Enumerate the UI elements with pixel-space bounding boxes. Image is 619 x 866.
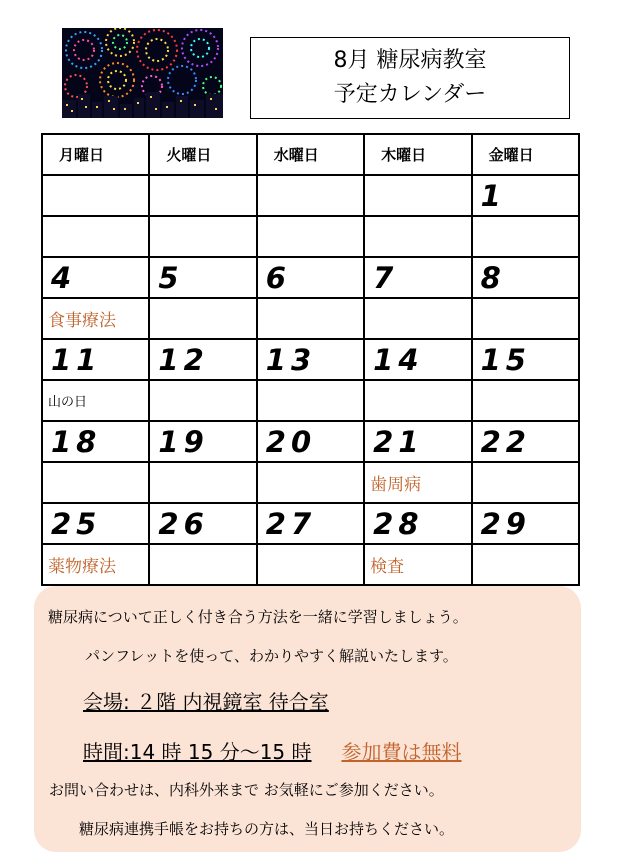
note-cell: [257, 216, 364, 257]
date-cell: 15: [472, 339, 579, 380]
date-cell: 28: [364, 503, 471, 544]
date-cell: 20: [257, 421, 364, 462]
note-cell: [472, 462, 579, 503]
info-panel: [34, 586, 581, 852]
date-cell: 26: [149, 503, 256, 544]
note-row: [42, 544, 579, 585]
date-cell: [257, 175, 364, 216]
weekday-monday: 月曜日: [42, 134, 149, 175]
note-cell: [472, 298, 579, 339]
date-cell: 25: [42, 503, 149, 544]
title-line1: 8月 糖尿病教室: [333, 48, 487, 73]
date-cell: 22: [472, 421, 579, 462]
date-cell: 18: [42, 421, 149, 462]
date-cell: 14: [364, 339, 471, 380]
note-cell: [149, 544, 256, 585]
note-cell: [472, 216, 579, 257]
note-cell: 食事療法: [42, 298, 149, 339]
weekday-friday: 金曜日: [472, 134, 579, 175]
note-cell: [472, 544, 579, 585]
weekday-thursday: 木曜日: [364, 134, 471, 175]
date-row: [42, 339, 579, 380]
date-cell: 12: [149, 339, 256, 380]
info-time-row: [83, 736, 462, 765]
note-cell: [364, 298, 471, 339]
note-row: [42, 298, 579, 339]
date-row: [42, 421, 579, 462]
date-row: [42, 257, 579, 298]
date-cell: 29: [472, 503, 579, 544]
date-cell: 27: [257, 503, 364, 544]
date-cell: 11: [42, 339, 149, 380]
date-cell: 4: [42, 257, 149, 298]
note-cell: [364, 216, 471, 257]
note-cell: [472, 380, 579, 421]
note-cell: [149, 462, 256, 503]
note-cell: [149, 216, 256, 257]
note-cell: 検査: [364, 544, 471, 585]
date-cell: 21: [364, 421, 471, 462]
info-line-pamphlet: パンフレットを使って、わかりやすく解説いたします。: [85, 647, 458, 665]
date-row: [42, 503, 579, 544]
note-row: [42, 380, 579, 421]
info-line-handbook: 糖尿病連携手帳をお持ちの方は、当日お持ちください。: [79, 820, 455, 838]
note-cell: [149, 298, 256, 339]
note-row: [42, 462, 579, 503]
date-cell: 6: [257, 257, 364, 298]
info-line-study: 糖尿病について正しく付き合う方法を一緒に学習しましょう。: [48, 608, 468, 626]
title-box: [250, 37, 570, 119]
note-cell: [42, 462, 149, 503]
fireworks-icon: [62, 28, 223, 118]
weekday-header-row: [42, 134, 579, 175]
note-cell: [257, 544, 364, 585]
date-cell: [149, 175, 256, 216]
date-cell: 19: [149, 421, 256, 462]
date-cell: [364, 175, 471, 216]
note-cell: [257, 380, 364, 421]
note-row: [42, 216, 579, 257]
note-cell: [364, 380, 471, 421]
date-cell: 13: [257, 339, 364, 380]
info-fee: 参加費は無料: [341, 740, 462, 764]
date-row: [42, 175, 579, 216]
date-cell: 7: [364, 257, 471, 298]
note-cell: [257, 462, 364, 503]
note-cell: [42, 216, 149, 257]
calendar-table: [41, 133, 580, 586]
info-line-contact: お問い合わせは、内科外来まで お気軽にご参加ください。: [49, 781, 444, 799]
weekday-wednesday: 水曜日: [257, 134, 364, 175]
date-cell: 8: [472, 257, 579, 298]
note-cell: 薬物療法: [42, 544, 149, 585]
note-cell: 歯周病: [364, 462, 471, 503]
info-time: 時間:14 時 15 分～15 時: [83, 740, 312, 764]
date-cell: [42, 175, 149, 216]
date-cell: 5: [149, 257, 256, 298]
note-cell: 山の日: [42, 380, 149, 421]
weekday-tuesday: 火曜日: [149, 134, 256, 175]
title-line2: 予定カレンダー: [333, 82, 487, 107]
info-venue: 会場: ２階 内視鏡室 待合室: [83, 690, 329, 714]
note-cell: [149, 380, 256, 421]
date-cell: 1: [472, 175, 579, 216]
note-cell: [257, 298, 364, 339]
